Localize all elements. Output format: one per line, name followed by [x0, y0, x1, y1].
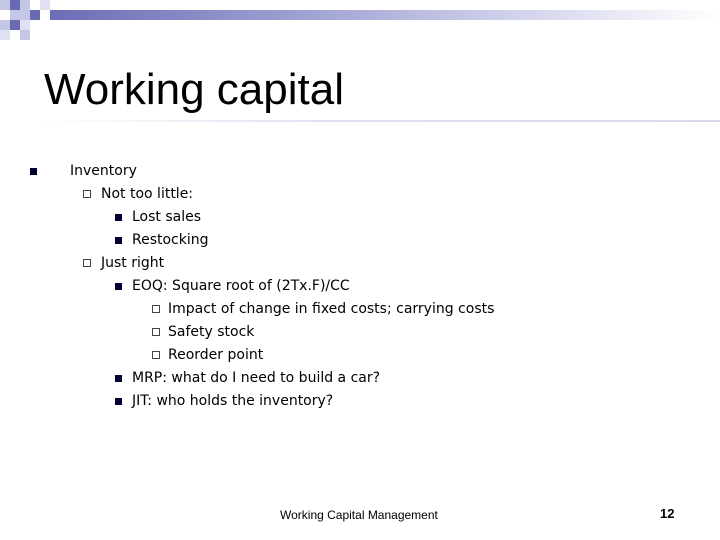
square-bullet-icon	[115, 375, 122, 382]
outline-item-text: Inventory	[70, 163, 137, 179]
slide-footer: Working Capital Management	[280, 508, 438, 522]
title-underline	[40, 120, 720, 122]
outline-item-text: MRP: what do I need to build a car?	[132, 370, 381, 386]
square-bullet-icon	[115, 237, 122, 244]
outline-item	[0, 229, 720, 252]
decorative-squares	[0, 0, 60, 40]
outline-item	[0, 367, 720, 390]
outline-item-text: JIT: who holds the inventory?	[132, 393, 334, 409]
square-bullet-icon	[115, 398, 122, 405]
outline-item-text: Safety stock	[168, 324, 255, 340]
hollow-square-bullet-icon	[83, 190, 91, 198]
outline-item-text: Lost sales	[132, 209, 202, 225]
outline-item-text: Restocking	[132, 232, 209, 248]
outline-item-text: Just right	[101, 255, 165, 271]
outline-item-text: Impact of change in fixed costs; carrying costs	[168, 301, 495, 317]
slide-title: Working capital	[44, 65, 344, 114]
outline-item	[0, 160, 720, 183]
square-bullet-icon	[30, 168, 37, 175]
hollow-square-bullet-icon	[83, 259, 91, 267]
outline-item-text: Not too little:	[101, 186, 194, 202]
outline-item	[0, 275, 720, 298]
outline-item	[0, 298, 720, 321]
square-bullet-icon	[115, 214, 122, 221]
outline-item-text: Reorder point	[168, 347, 264, 363]
page-number: 12	[660, 506, 675, 521]
outline-item-text: EOQ: Square root of (2Tx.F)/CC	[132, 278, 350, 294]
outline-item	[0, 206, 720, 229]
outline-item	[0, 321, 720, 344]
outline-item	[0, 390, 720, 413]
hollow-square-bullet-icon	[152, 328, 160, 336]
hollow-square-bullet-icon	[152, 305, 160, 313]
header-gradient-bar	[50, 10, 720, 20]
hollow-square-bullet-icon	[152, 351, 160, 359]
outline-item	[0, 344, 720, 367]
outline-item	[0, 252, 720, 275]
outline-item	[0, 183, 720, 206]
square-bullet-icon	[115, 283, 122, 290]
